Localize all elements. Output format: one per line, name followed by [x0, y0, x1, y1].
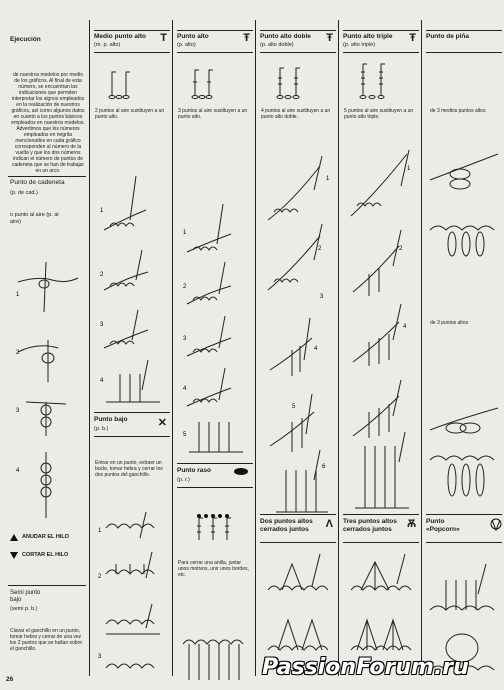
raso-illustration: [179, 626, 251, 686]
divider: [260, 30, 336, 31]
chain-diagram: [187, 66, 227, 100]
column-title: Punto de piña: [426, 33, 469, 40]
column-title: Punto alto doble: [260, 33, 311, 40]
svg-text:3: 3: [16, 408, 20, 414]
svg-text:4: 4: [16, 468, 20, 474]
raso-text: Para cerrar una anilla, juntar unos motivos, unir unos bordes, etc.: [178, 560, 249, 578]
cadeneta-abbr: (p. de cad.): [10, 190, 38, 196]
column-abbr: (p. alto triple): [343, 42, 376, 48]
bajo-abbr: (p. b.): [94, 426, 109, 432]
divider: [426, 542, 502, 543]
column-punto-alto: [172, 20, 256, 676]
column-title: Medio punto alto: [94, 33, 146, 40]
svg-text:1: 1: [98, 528, 102, 534]
divider: [177, 487, 253, 488]
svg-text:3: 3: [100, 322, 104, 328]
punto-alto-doble-symbol-icon: Ŧ: [326, 32, 333, 44]
divider: [94, 436, 170, 437]
svg-text:1: 1: [16, 292, 20, 298]
svg-text:2: 2: [100, 272, 104, 278]
semi-title: Semi punto bajo: [10, 590, 41, 603]
raso-abbr: (p. r.): [177, 477, 190, 483]
tres-title: Tres puntos altos cerrados juntos: [343, 518, 397, 533]
divider: [177, 52, 253, 53]
svg-text:5: 5: [183, 432, 187, 438]
bajo-text: Entrar en un punto, extraer un bucle, tomar hebra y cerrar los dos puntos del ganchillo.: [95, 460, 163, 478]
column-abbr: (p. alto doble): [260, 42, 294, 48]
divider: [177, 30, 253, 31]
chain-diagram: [104, 66, 144, 100]
svg-text:5: 5: [292, 404, 296, 410]
anudar-triangle-icon: [10, 534, 18, 541]
divider: [343, 542, 419, 543]
divider: [260, 52, 336, 53]
dos-title: Dos puntos altos cerrados juntos: [260, 518, 313, 533]
divider: [8, 176, 86, 177]
section-title: Ejecución: [10, 36, 41, 43]
divider: [343, 30, 419, 31]
divider: [94, 52, 170, 53]
svg-text:3: 3: [320, 294, 324, 300]
punto-alto-triple-symbol-icon: Ŧ: [409, 32, 416, 44]
raso-symbol-icon: [234, 468, 248, 475]
svg-text:1: 1: [326, 176, 330, 182]
column-desc: 4 puntos al aire sustituyen a un punto alto doble.: [261, 108, 331, 120]
divider: [426, 30, 502, 31]
pina-altos-illustration: [426, 400, 502, 510]
divider: [426, 52, 502, 53]
column-punto-alto-triple: [338, 20, 422, 676]
chain-diagram: [270, 66, 320, 100]
raso-title: Punto raso: [177, 467, 211, 474]
column-punto-de-pina: [421, 20, 504, 676]
cadeneta-title: Punto de cadeneta: [10, 179, 65, 186]
popcorn-title: Punto «Popcorn»: [426, 518, 460, 533]
column-title: Punto alto triple: [343, 33, 393, 40]
step-illustrations: [179, 200, 251, 460]
chain-diagram: [353, 62, 407, 100]
punto-alto-symbol-icon: Ŧ: [243, 32, 250, 44]
column-medio-punto-alto: [89, 20, 173, 676]
svg-text:2: 2: [318, 246, 322, 252]
pina-desc-medios: de 3 medios puntos altos: [430, 108, 486, 114]
divider: [343, 514, 419, 515]
raso-chain-diagram: [193, 510, 241, 544]
svg-text:2: 2: [183, 284, 187, 290]
svg-text:4: 4: [183, 386, 187, 392]
svg-text:3: 3: [98, 654, 102, 660]
pina-medios-illustration: [426, 150, 502, 260]
svg-text:2: 2: [16, 350, 20, 356]
svg-text:1: 1: [407, 166, 411, 172]
svg-text:4: 4: [314, 346, 318, 352]
step-illustrations: [96, 170, 168, 410]
page-number: 26: [6, 676, 14, 683]
divider: [94, 412, 170, 413]
divider: [177, 463, 253, 464]
medio-punto-alto-symbol-icon: T: [160, 32, 167, 44]
column-title: Punto alto: [177, 33, 209, 40]
svg-text:1: 1: [183, 230, 187, 236]
anudar-label: ANUDAR EL HILO: [22, 534, 69, 540]
popcorn-symbol-icon: [490, 518, 502, 532]
svg-text:6: 6: [322, 464, 326, 470]
cadeneta-illustrations: [8, 232, 84, 522]
svg-text:4: 4: [100, 378, 104, 384]
divider: [94, 30, 170, 31]
cortar-label: CORTAR EL HILO: [22, 552, 69, 558]
step-illustrations: [262, 150, 334, 520]
svg-text:1: 1: [100, 208, 104, 214]
column-desc: 5 puntos al aire sustituyen a un punto alto triple.: [344, 108, 414, 120]
semi-text: Clavar el ganchillo en un punto, tomar hebra y cerrar de una vez los 2 puntos que se hallan sobre el ganchillo.: [10, 628, 82, 652]
divider: [260, 542, 336, 543]
column-abbr: (m. p. alto): [94, 42, 121, 48]
cortar-triangle-icon: [10, 552, 18, 559]
column-abbr: (p. alto): [177, 42, 196, 48]
column-desc: 2 puntos al aire sustituyen a un punto alto.: [95, 108, 165, 120]
svg-text:2: 2: [98, 574, 102, 580]
column-punto-alto-doble: [255, 20, 339, 676]
tres-symbol-icon: Ѫ: [407, 518, 416, 530]
svg-text:4: 4: [403, 324, 407, 330]
intro-text: de nuestros modelos por medio de los gráficos. Al final de esta número, se encuentran las indicaciones que permiten interpretar los signos empleados en la realización de nuestros gráficos, así como algunos datos en cuanto a los puntos básicos empleados en nuestros modelos. Advertimos que los números empleados en negrita mencionados en cada gráfico corresponden al número de la vuelta y que los dos números indican el número de puntos de cadeneta que se han de trabajar en un arco.: [11, 72, 85, 174]
dos-symbol-icon: Ʌ: [325, 518, 333, 530]
pina-desc-altos: de 3 puntos altos: [430, 320, 469, 326]
bajo-title: Punto bajo: [94, 416, 128, 423]
step-illustrations: [345, 146, 417, 516]
semi-abbr: (semi p. b.): [10, 606, 38, 612]
svg-text:2: 2: [399, 246, 403, 252]
divider: [426, 514, 502, 515]
bajo-illustrations: [96, 508, 168, 678]
divider: [260, 514, 336, 515]
watermark: PassionForum.ru: [262, 655, 469, 680]
column-desc: 3 puntos al aire sustituyen a un punto alto.: [178, 108, 248, 120]
aire-label: o punto al aire (p. al aire): [10, 212, 59, 225]
divider: [8, 585, 86, 586]
svg-text:3: 3: [183, 336, 187, 342]
bajo-symbol-icon: ✕: [157, 417, 167, 429]
divider: [343, 52, 419, 53]
